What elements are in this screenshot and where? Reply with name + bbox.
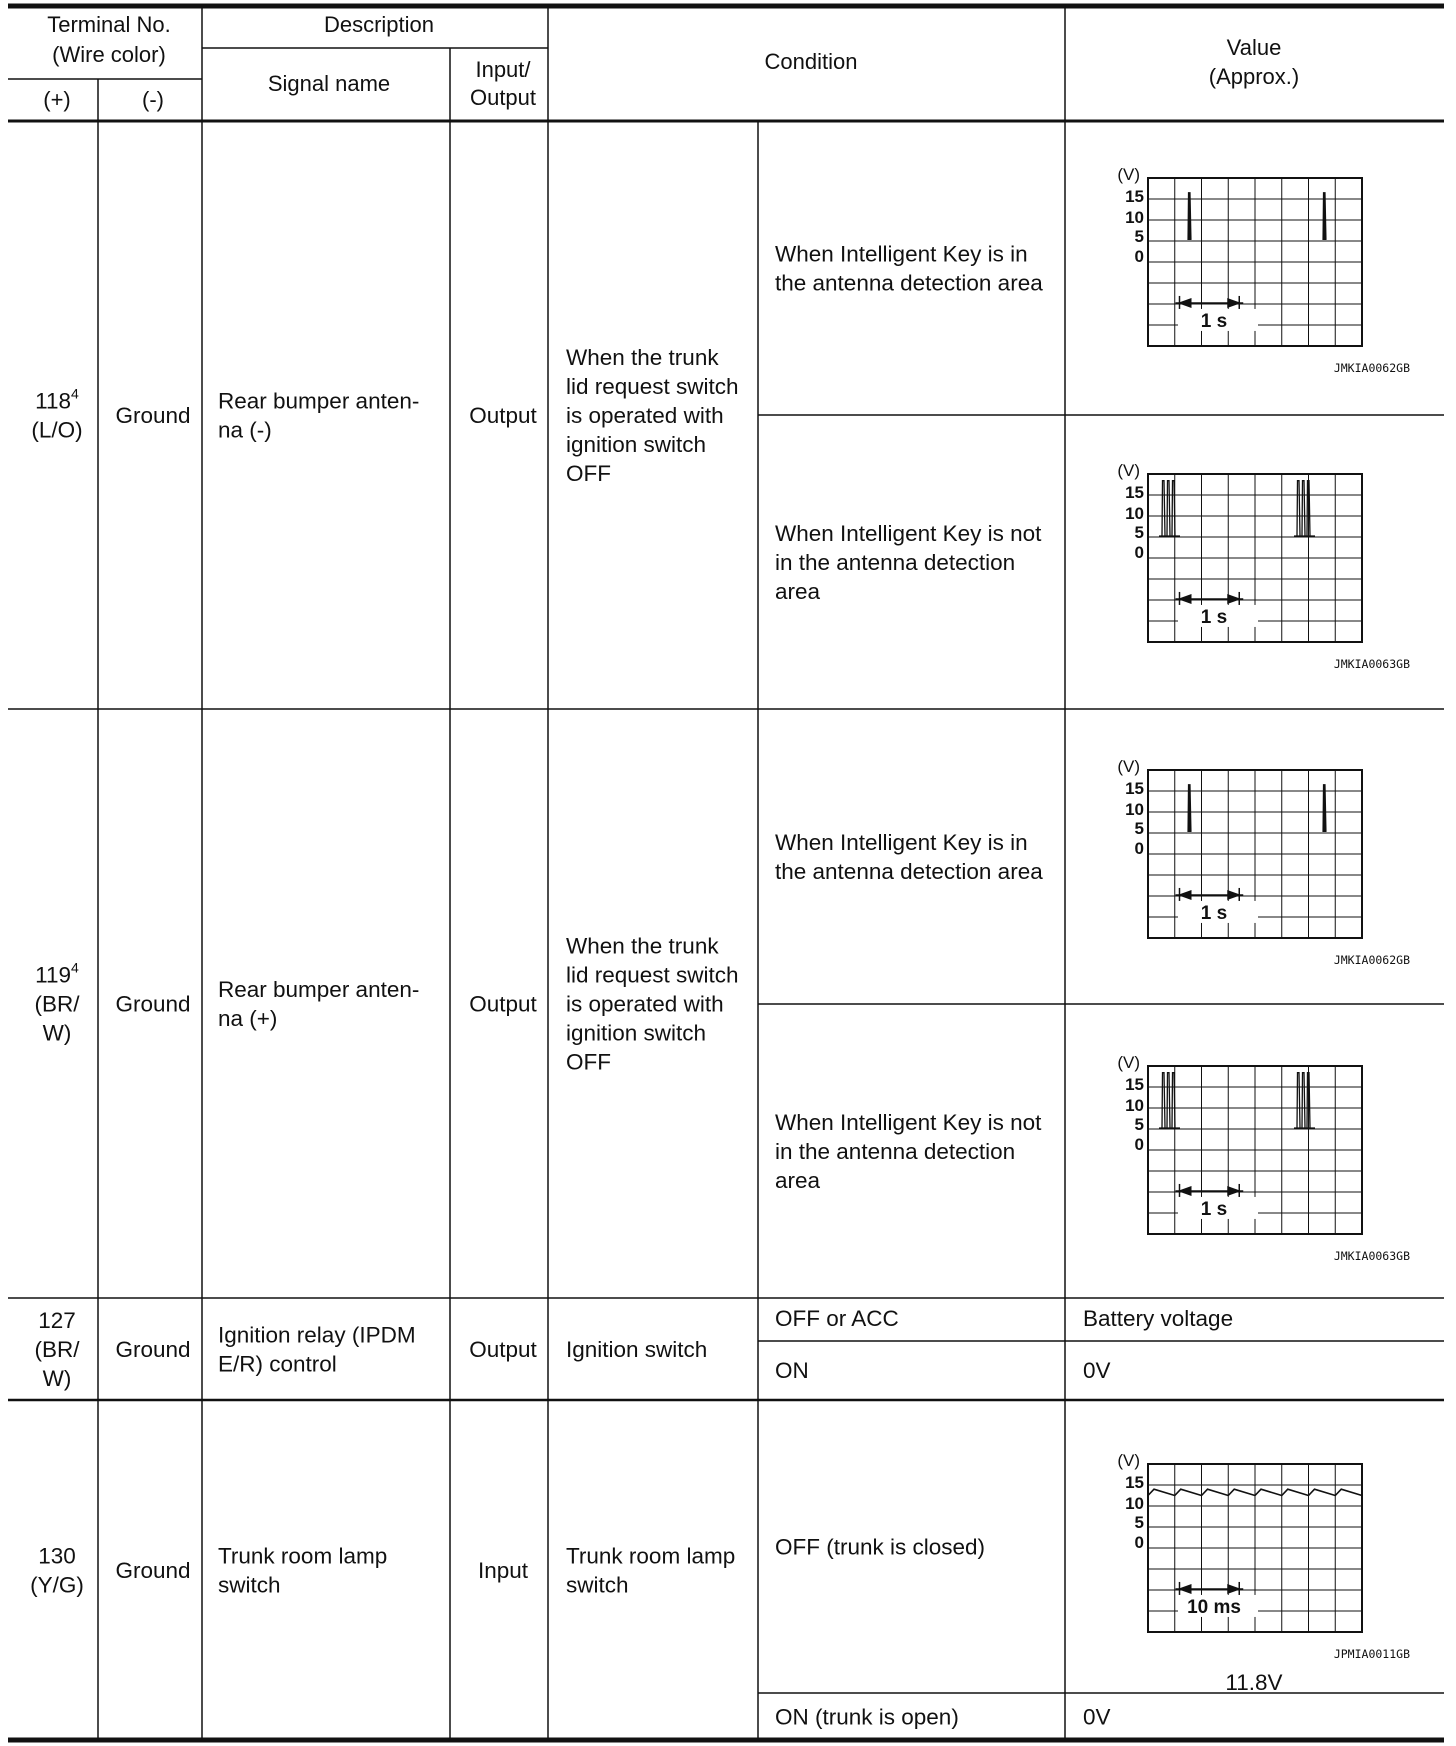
io-type-1: Output (469, 403, 537, 428)
signal-name-2: na (-) (218, 417, 272, 443)
terminal-note-ref: 4 (71, 959, 79, 976)
waveform-pulse (1162, 481, 1165, 536)
io-type-1: Output (469, 1337, 537, 1362)
signal-name-1: Rear bumper anten- (218, 388, 420, 414)
waveform-unit-label: (V) (1117, 1451, 1140, 1470)
waveform-unit-label: (V) (1117, 757, 1140, 776)
waveform-pulse (1162, 1073, 1165, 1128)
value-text: 0V (1083, 1704, 1111, 1730)
signal-name-2: na (+) (218, 1006, 278, 1031)
waveform-y-tick: 0 (1134, 1135, 1144, 1154)
waveform-pulse (1302, 481, 1305, 536)
state-condition-1: OFF or ACC (775, 1306, 899, 1331)
waveform-y-tick: 0 (1134, 839, 1144, 858)
waveform-pulse (1302, 1073, 1305, 1128)
state-condition-1: When Intelligent Key is not (775, 521, 1042, 546)
signal-name-2: switch (218, 1572, 281, 1598)
table-row-127 (35, 1308, 81, 1391)
time-label: 1 s (1200, 606, 1228, 628)
table-row-119 (35, 960, 81, 1046)
waveform-pulse (1297, 481, 1300, 536)
state-condition-1: OFF (trunk is closed) (775, 1534, 986, 1560)
state-condition-2: the antenna detection area (775, 859, 1043, 884)
state-condition-1: ON (775, 1358, 809, 1383)
value-text: 0V (1083, 1358, 1111, 1383)
ground-label-1: Ground (115, 1337, 191, 1362)
table-row-130 (30, 1544, 84, 1598)
state-condition-3: area (775, 1168, 821, 1193)
wire-color: (BR/ (34, 1337, 80, 1362)
header-condition: Condition (764, 49, 858, 74)
waveform-119-2 (1117, 1053, 1410, 1263)
header-terminal-no: Terminal No. (47, 12, 171, 37)
state-condition-2: the antenna detection area (775, 270, 1043, 296)
table-row-118 (31, 386, 82, 443)
condition-2: lid request switch (566, 962, 739, 988)
condition-1: Trunk room lamp (566, 1543, 736, 1569)
figure-code: JMKIA0063GB (1333, 1249, 1410, 1263)
condition-1: When the trunk (566, 933, 719, 959)
signal-name-1: Rear bumper anten- (218, 977, 420, 1002)
condition-4: ignition switch (566, 432, 707, 457)
waveform-130-1 (1117, 1451, 1410, 1661)
waveform-y-tick: 5 (1134, 1513, 1144, 1532)
waveform-y-tick: 0 (1134, 1533, 1144, 1552)
waveform-pulse (1323, 193, 1326, 240)
table-body (30, 165, 1410, 1730)
waveform-y-tick: 15 (1125, 779, 1144, 798)
condition-2: lid request switch (566, 374, 739, 399)
waveform-y-tick: 10 (1125, 1494, 1144, 1513)
waveform-y-tick: 15 (1125, 483, 1144, 502)
waveform-y-tick: 10 (1125, 504, 1144, 523)
waveform-118-1 (1117, 165, 1410, 375)
ground-label-1: Ground (115, 1558, 191, 1583)
header-minus: (-) (142, 87, 164, 112)
time-label: 1 s (1200, 902, 1228, 924)
header-description: Description (323, 12, 435, 37)
terminal-number: 127 (38, 1308, 76, 1333)
condition-5: OFF (566, 1049, 611, 1075)
table-header (43, 12, 1299, 112)
wire-color: (Y/G) (30, 1572, 84, 1598)
waveform-y-tick: 10 (1125, 208, 1144, 227)
signal-name-1: Ignition relay (IPDM (218, 1322, 416, 1348)
value-text: Battery voltage (1083, 1306, 1234, 1331)
wire-color: (L/O) (31, 417, 83, 443)
ground-label-1: Ground (115, 991, 191, 1017)
io-type-1: Output (469, 991, 537, 1017)
terminal-note-ref: 4 (71, 385, 79, 402)
waveform-pulse (1172, 1073, 1175, 1128)
time-label: 1 s (1200, 1198, 1228, 1220)
header-io-2: Output (469, 85, 537, 110)
figure-code: JMKIA0062GB (1333, 361, 1410, 375)
state-condition-1: When Intelligent Key is in (775, 241, 1028, 267)
header-signal-name: Signal name (267, 71, 391, 96)
waveform-y-tick: 0 (1134, 543, 1144, 562)
waveform-unit-label: (V) (1117, 165, 1140, 184)
header-value-2: (Approx.) (1208, 64, 1300, 89)
condition-3: is operated with (566, 991, 724, 1017)
state-condition-1: When Intelligent Key is in (775, 830, 1028, 855)
state-condition-2: in the antenna detection (775, 550, 1016, 575)
waveform-pulse (1323, 785, 1326, 832)
waveform-pulse (1188, 193, 1191, 240)
io-type-1: Input (477, 1558, 529, 1583)
condition-4: ignition switch (566, 1020, 707, 1046)
waveform-pulse (1297, 1073, 1300, 1128)
header-wire-color: (Wire color) (52, 42, 166, 67)
condition-5: OFF (566, 461, 611, 486)
waveform-unit-label: (V) (1117, 1053, 1140, 1072)
figure-code: JPMIA0011GB (1333, 1647, 1410, 1661)
signal-name-1: Trunk room lamp (218, 1543, 388, 1569)
waveform-pulse (1167, 481, 1170, 536)
time-label: 10 ms (1187, 1596, 1241, 1618)
state-condition-3: area (775, 579, 821, 604)
waveform-118-2 (1117, 461, 1410, 671)
waveform-y-tick: 0 (1134, 247, 1144, 266)
wire-color: (BR/ (34, 991, 80, 1017)
header-plus: (+) (43, 87, 71, 112)
waveform-y-tick: 5 (1134, 1115, 1144, 1134)
state-condition-2: in the antenna detection (775, 1139, 1016, 1164)
terminal-number: $119^4$ (35, 959, 79, 988)
waveform-pulse (1188, 785, 1191, 832)
header-io-1: Input/ (475, 57, 531, 82)
value-text: 11.8V (1225, 1670, 1283, 1695)
waveform-y-tick: 15 (1125, 187, 1144, 206)
condition-2: switch (566, 1572, 629, 1598)
wire-color: W) (42, 1366, 72, 1391)
waveform-y-tick: 10 (1125, 800, 1144, 819)
state-condition-1: When Intelligent Key is not (775, 1110, 1042, 1135)
terminal-number: $118^4$ (35, 385, 79, 414)
waveform-119-1 (1117, 757, 1410, 967)
condition-1: When the trunk (566, 345, 719, 370)
waveform-pulse (1172, 481, 1175, 536)
signal-name-2: E/R) control (218, 1351, 337, 1377)
header-value-1: Value (1226, 35, 1282, 60)
time-label: 1 s (1200, 310, 1228, 332)
figure-code: JMKIA0063GB (1333, 657, 1410, 671)
waveform-y-tick: 5 (1134, 227, 1144, 246)
state-condition-1: ON (trunk is open) (775, 1704, 959, 1730)
waveform-pulse (1167, 1073, 1170, 1128)
condition-3: is operated with (566, 403, 724, 428)
waveform-y-tick: 15 (1125, 1473, 1144, 1492)
waveform-y-tick: 10 (1125, 1096, 1144, 1115)
figure-code: JMKIA0062GB (1333, 953, 1410, 967)
condition-1: Ignition switch (566, 1337, 708, 1362)
ground-label-1: Ground (115, 403, 191, 428)
waveform-unit-label: (V) (1117, 461, 1140, 480)
waveform-y-tick: 5 (1134, 819, 1144, 838)
waveform-y-tick: 5 (1134, 523, 1144, 542)
terminal-number: 130 (38, 1543, 76, 1569)
wire-color: W) (42, 1020, 72, 1046)
waveform-y-tick: 15 (1125, 1075, 1144, 1094)
